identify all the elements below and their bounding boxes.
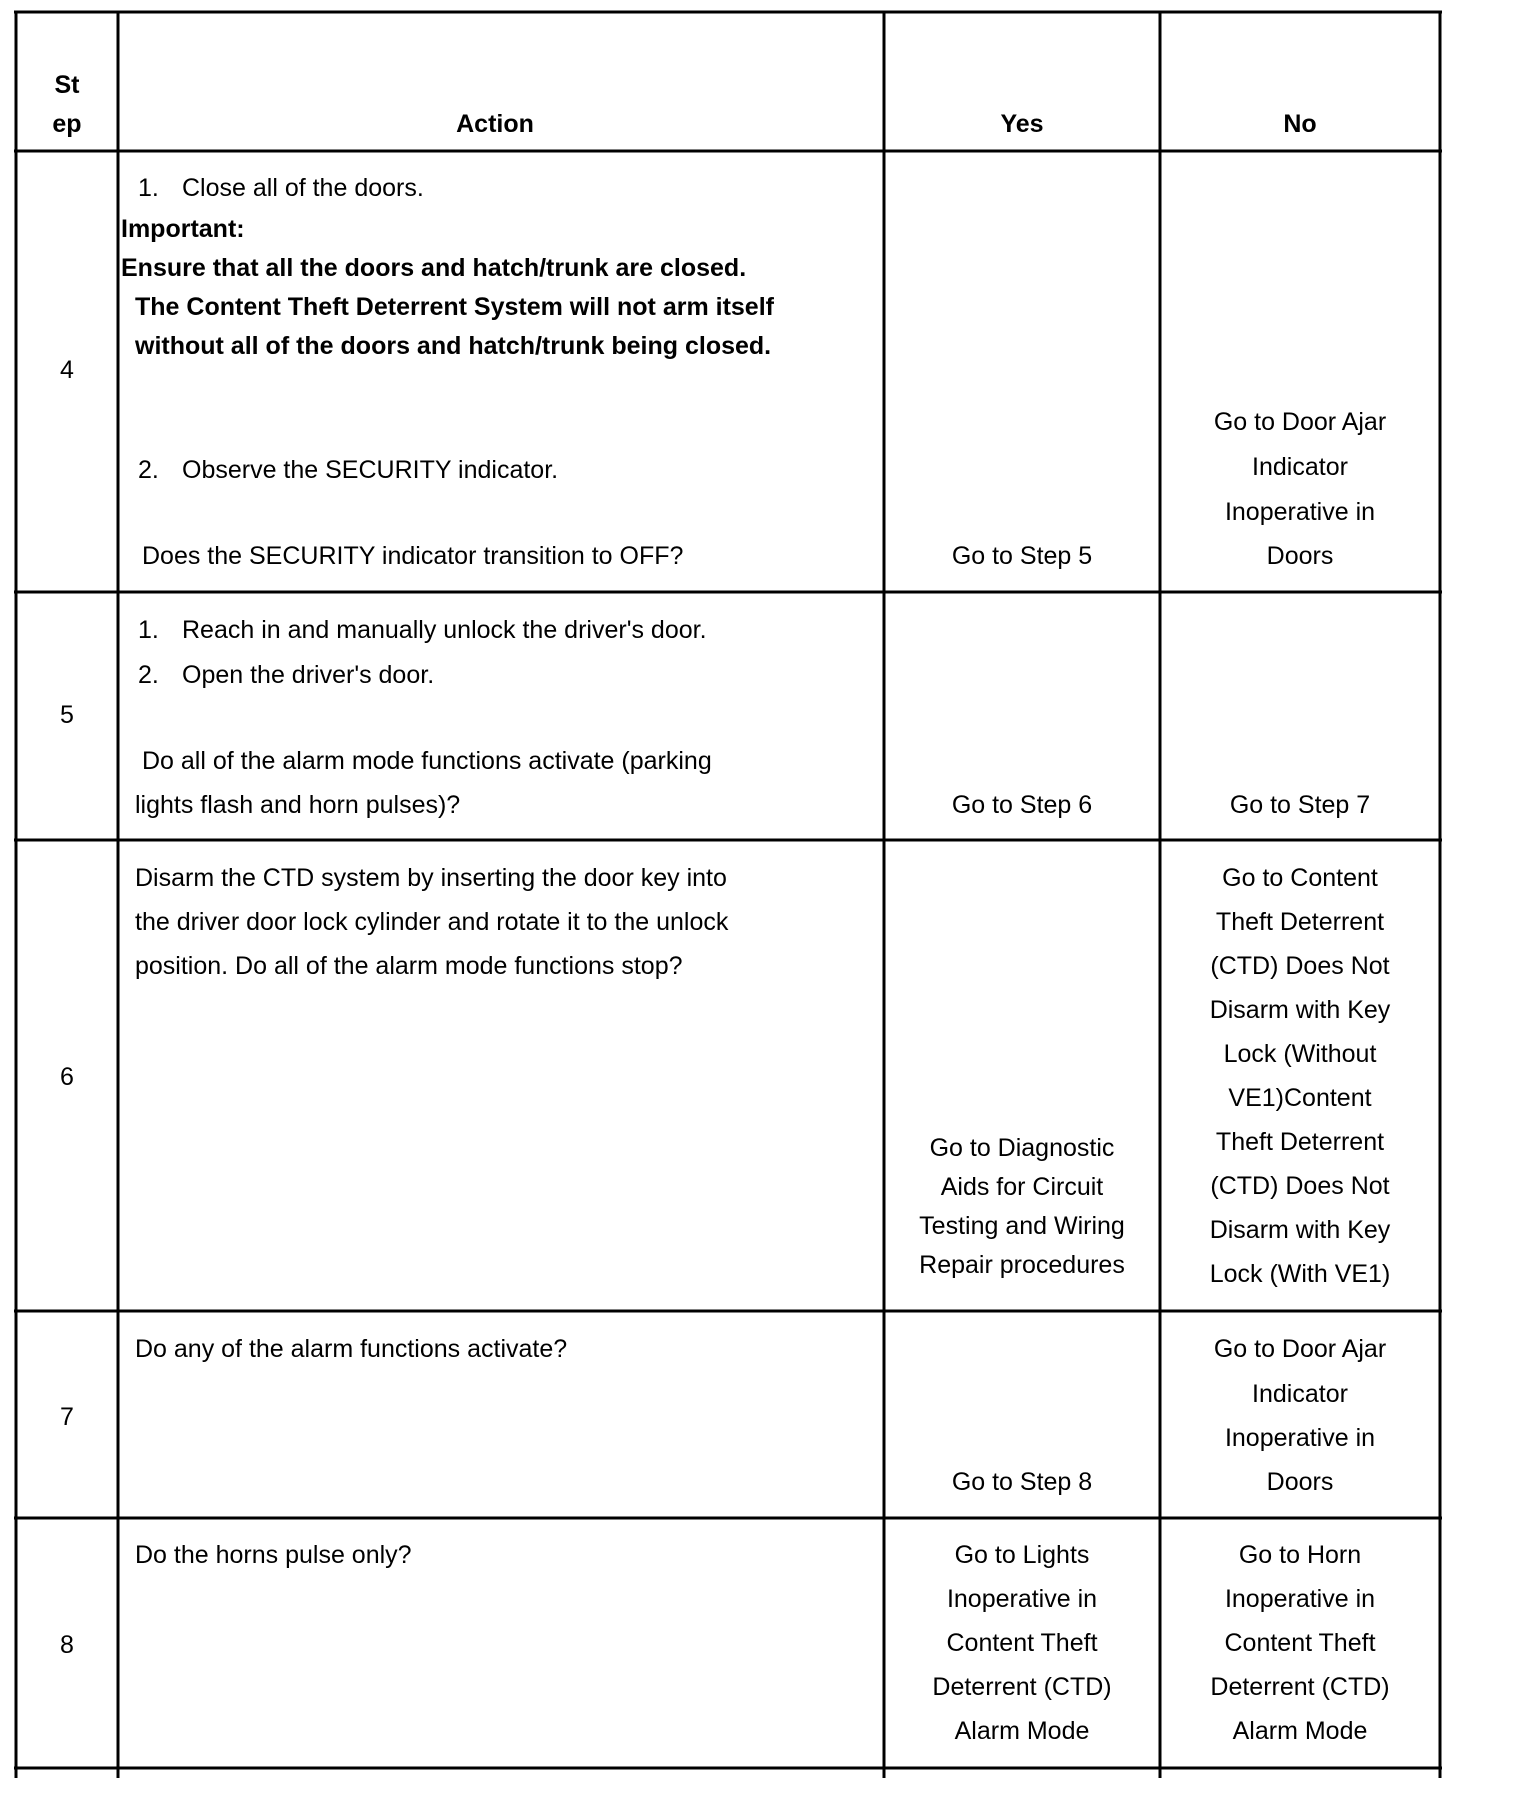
no-result-line: Lock (With VE1) — [1209, 1260, 1391, 1288]
important-line: Ensure that all the doors and hatch/trunk are closed. — [121, 254, 747, 282]
yes-result: Go to Step 5 — [951, 542, 1093, 570]
no-result-line: Theft Deterrent — [1215, 908, 1385, 936]
no-result-line: Content Theft — [1224, 1629, 1376, 1657]
yes-result-line: Go to Diagnostic — [929, 1134, 1115, 1162]
list-number: 1. — [138, 174, 159, 202]
list-number: 1. — [138, 616, 159, 644]
yes-result-line: Content Theft — [946, 1629, 1098, 1657]
yes-result-line: Testing and Wiring — [919, 1212, 1125, 1240]
no-result-line: Go to Content — [1222, 864, 1378, 892]
action-question: Does the SECURITY indicator transition to OFF? — [142, 542, 684, 570]
no-result-line: Indicator — [1252, 1380, 1348, 1408]
action-line: Disarm the CTD system by inserting the door key into — [135, 864, 727, 892]
yes-result: Go to Step 8 — [951, 1468, 1093, 1496]
yes-result-line: Go to Lights — [954, 1541, 1090, 1569]
action-line: the driver door lock cylinder and rotate it to the unlock — [135, 908, 729, 936]
step-number: 5 — [60, 701, 74, 729]
no-result-line: (CTD) Does Not — [1210, 1172, 1390, 1200]
action-item: Observe the SECURITY indicator. — [182, 456, 559, 484]
yes-result-line: Repair procedures — [919, 1251, 1125, 1279]
no-result-line: Doors — [1266, 542, 1334, 570]
no-result-line: Lock (Without — [1223, 1040, 1377, 1068]
action-item: Close all of the doors. — [182, 174, 424, 202]
header-no: No — [1283, 110, 1317, 138]
no-result-line: Alarm Mode — [1232, 1717, 1368, 1745]
yes-result-line: Inoperative in — [946, 1585, 1098, 1613]
no-result-line: Go to Door Ajar — [1213, 408, 1387, 436]
list-number: 2. — [138, 456, 159, 484]
no-result-line: Disarm with Key — [1209, 996, 1391, 1024]
step-number: 8 — [60, 1631, 74, 1659]
yes-result-line: Aids for Circuit — [940, 1173, 1104, 1201]
no-result-line: Deterrent (CTD) — [1210, 1673, 1390, 1701]
no-result-line: VE1)Content — [1228, 1084, 1372, 1112]
header-action: Action — [456, 110, 534, 138]
action-question-line: lights flash and horn pulses)? — [135, 791, 461, 819]
header-step-line-2: ep — [52, 110, 82, 138]
no-result-line: Doors — [1266, 1468, 1334, 1496]
no-result-line: Indicator — [1252, 453, 1348, 481]
action-item: Open the driver's door. — [182, 661, 435, 689]
header-step-line-1: St — [54, 71, 80, 99]
no-result-line: Go to Horn — [1238, 1541, 1362, 1569]
important-label: Important: — [121, 215, 245, 243]
no-result-line: Inoperative in — [1224, 498, 1376, 526]
step-number: 6 — [60, 1063, 74, 1091]
no-result-line: Disarm with Key — [1209, 1216, 1391, 1244]
no-result: Go to Step 7 — [1229, 791, 1371, 819]
action-item: Reach in and manually unlock the driver's door. — [182, 616, 707, 644]
no-result-line: Theft Deterrent — [1215, 1128, 1385, 1156]
yes-result: Go to Step 6 — [951, 791, 1093, 819]
header-yes: Yes — [1000, 110, 1044, 138]
yes-result-line: Alarm Mode — [954, 1717, 1090, 1745]
yes-result-line: Deterrent (CTD) — [932, 1673, 1112, 1701]
important-line: The Content Theft Deterrent System will not arm itself — [135, 293, 774, 321]
step-number: 4 — [60, 356, 74, 384]
no-result-line: (CTD) Does Not — [1210, 952, 1390, 980]
important-line: without all of the doors and hatch/trunk being closed. — [135, 332, 772, 360]
step-number: 7 — [60, 1403, 74, 1431]
no-result-line: Inoperative in — [1224, 1424, 1376, 1452]
list-number: 2. — [138, 661, 159, 689]
no-result-line: Inoperative in — [1224, 1585, 1376, 1613]
action-line: Do the horns pulse only? — [135, 1541, 412, 1569]
action-line: position. Do all of the alarm mode functions stop? — [135, 952, 683, 980]
no-result-line: Go to Door Ajar — [1213, 1335, 1387, 1363]
action-line: Do any of the alarm functions activate? — [135, 1335, 568, 1363]
action-question-line: Do all of the alarm mode functions activate (parking — [142, 747, 712, 775]
